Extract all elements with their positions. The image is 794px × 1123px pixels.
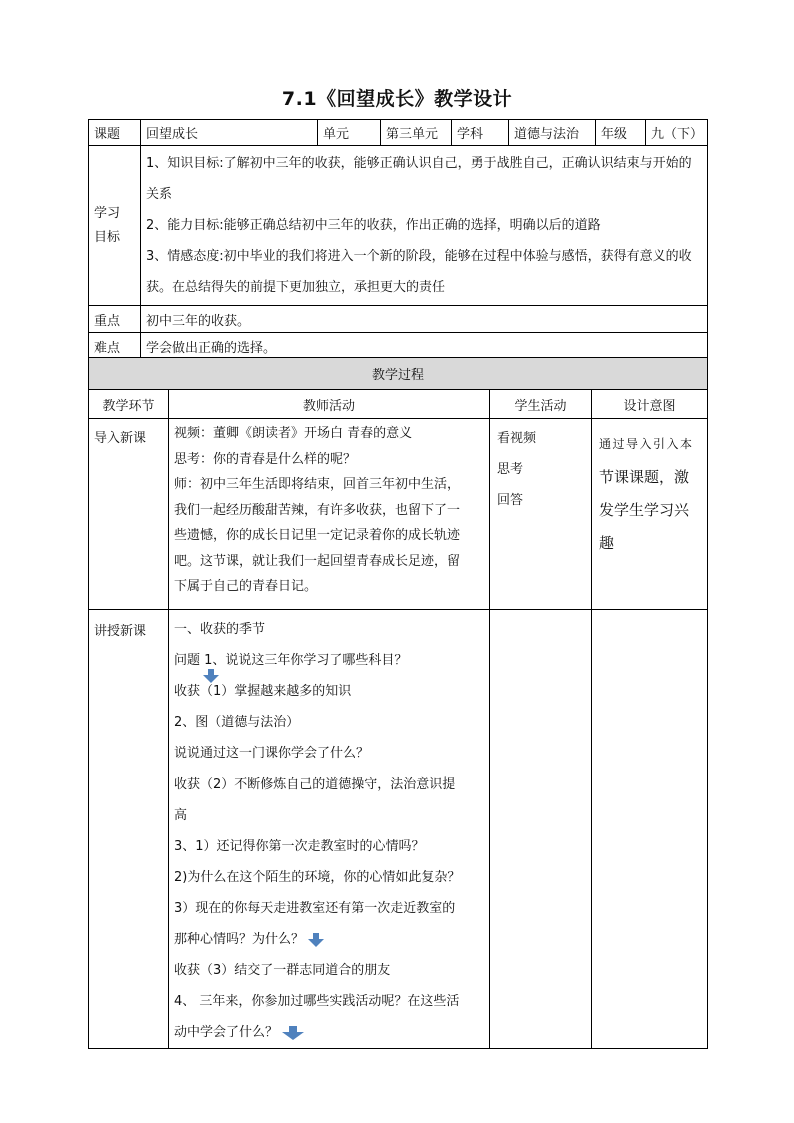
column-header: 设计意图	[592, 390, 708, 419]
teacher-line-with-arrow	[174, 924, 489, 955]
teacher-activity	[169, 419, 490, 610]
design-text: 节课课题，激发学生学习兴趣	[599, 468, 690, 552]
topic-label: 课题	[89, 120, 141, 146]
unit-value: 第三单元	[381, 120, 452, 146]
teacher-line: 3）现在的你每天走进教室还有第一次走近教室的	[174, 901, 456, 916]
design-handwritten: 通过导入引入本	[599, 437, 694, 451]
goal-item: 1、知识目标:了解初中三年的收获，能够正确认识自己，勇于战胜自己，正确认识结束与开始的关系	[146, 156, 692, 202]
subject-label: 学科	[452, 120, 509, 146]
arrow-down-icon	[282, 1026, 304, 1040]
process-table	[88, 357, 708, 1049]
teacher-line: 3、1）还记得你第一次走教室时的心情吗？	[174, 839, 425, 854]
teacher-line: 2)为什么在这个陌生的环境，你的心情如此复杂？	[174, 870, 461, 885]
goal-item: 2、能力目标:能够正确总结初中三年的收获，作出正确的选择，明确以后的道路	[146, 218, 601, 233]
design-intent	[592, 419, 708, 610]
goals-label	[89, 146, 141, 306]
unit-label: 单元	[318, 120, 381, 146]
teacher-line: 说说通过这一门课你学会了什么？	[174, 746, 370, 761]
teacher-line: 4、 三年来，你参加过哪些实践活动呢？在这些活	[174, 994, 460, 1009]
column-header: 教师活动	[169, 390, 490, 419]
teacher-line: 我们一起经历酸甜苦辣，有许多收获，也留下了一	[174, 502, 461, 518]
goals-content	[141, 146, 708, 306]
info-table	[88, 119, 708, 360]
teacher-line: 问题 1、说说这三年你学习了哪些科目？	[174, 653, 408, 668]
difficulty-label: 难点	[89, 333, 141, 360]
goal-item: 3、情感态度:初中毕业的我们将进入一个新的阶段，能够在过程中体验与感悟，获得有意义的收获。在总结得失的前提下更加独立，承担更大的责任	[146, 249, 692, 295]
student-activity	[490, 419, 592, 610]
design-intent	[592, 610, 708, 1049]
grade-value: 九（下）	[646, 120, 708, 146]
key-point-label: 重点	[89, 306, 141, 333]
key-point-text: 初中三年的收获。	[141, 306, 708, 333]
topic-value: 回望成长	[141, 120, 318, 146]
subject-value: 道德与法治	[509, 120, 596, 146]
teacher-line: 视频：董卿《朗读者》开场白 青春的意义	[174, 426, 413, 441]
teacher-line: 师：初中三年生活即将结束，回首三年初中生活，	[174, 477, 461, 492]
grade-label: 年级	[596, 120, 646, 146]
process-header: 教学过程	[89, 358, 708, 390]
difficulty-text: 学会做出正确的选择。	[141, 333, 708, 360]
teacher-line: 下属于自己的青春日记。	[174, 579, 318, 594]
teacher-line: 思考：你的青春是什么样的呢？	[174, 451, 357, 467]
teacher-line: 些遗憾，你的成长日记里一定记录着你的成长轨迹	[174, 528, 461, 543]
student-line: 回答	[497, 493, 524, 508]
teacher-line: 收获（3）结交了一群志同道合的朋友	[174, 963, 391, 978]
column-header: 教学环节	[89, 390, 169, 419]
page-title: 7.1《回望成长》教学设计	[281, 88, 513, 110]
column-header: 学生活动	[490, 390, 592, 419]
arrow-down-icon	[308, 933, 324, 947]
student-activity	[490, 610, 592, 1049]
teacher-line: 2、图（道德与法治）	[174, 715, 300, 730]
teacher-line: 动中学会了什么？	[174, 1025, 279, 1040]
teacher-line: 高	[174, 808, 188, 823]
goals-label-text: 学习目标	[94, 205, 121, 245]
student-line: 看视频	[497, 431, 537, 446]
student-line: 思考	[497, 462, 524, 477]
stage-cell: 讲授新课	[89, 610, 169, 1049]
arrow-down-icon	[203, 668, 219, 687]
teacher-line: 那种心情吗？为什么？	[174, 932, 305, 947]
stage-cell: 导入新课	[89, 419, 169, 610]
teacher-line: 收获（2）不断修炼自己的道德操守，法治意识提	[174, 777, 456, 792]
teacher-line: 吧。这节课，就让我们一起回望青春成长足迹，留	[174, 553, 461, 569]
teacher-line-with-arrow	[174, 1017, 489, 1048]
teacher-line: 一、收获的季节	[174, 622, 266, 637]
teacher-line: 收获（1）掌握越来越多的知识	[174, 684, 352, 699]
